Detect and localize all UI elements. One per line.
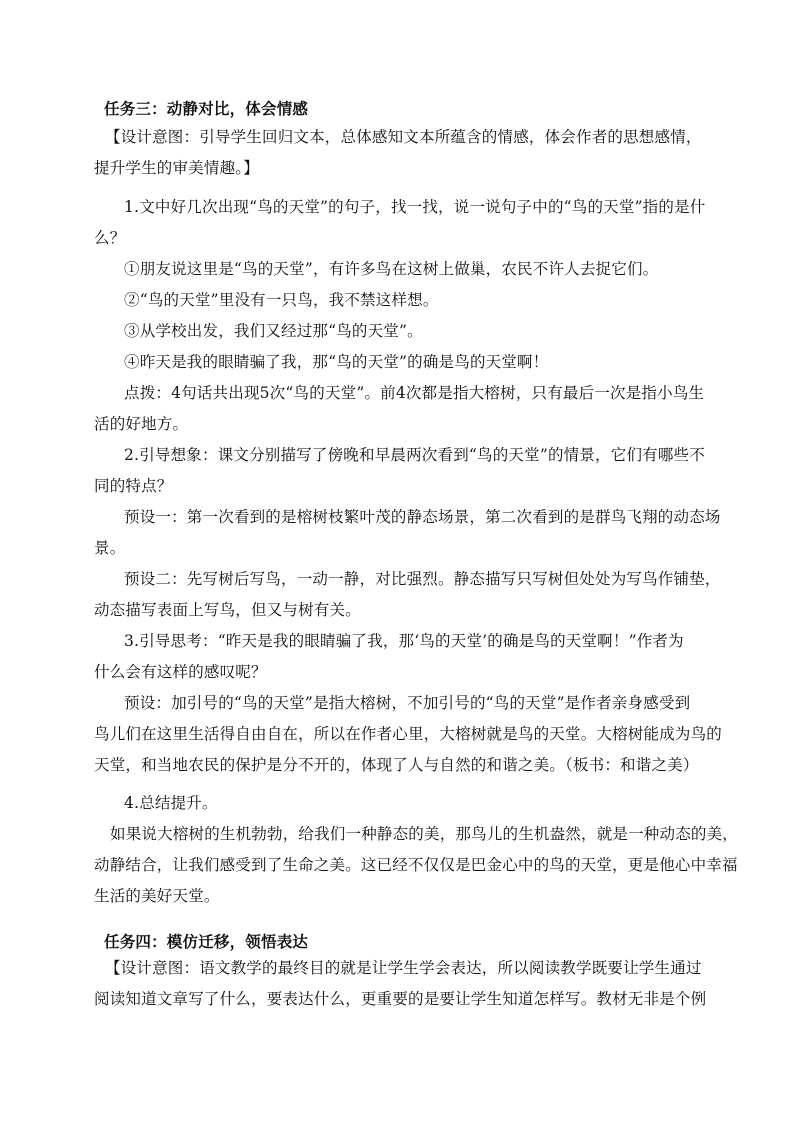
question-2-preset-2-line-1: 预设二：先写树后写鸟，一动一静，对比强烈。静态描写只写树但处处为写鸟作铺垫， [124, 570, 721, 588]
question-3-preset-line-1: 预设：加引号的“鸟的天堂”是指大榕树，不加引号的“鸟的天堂”是作者亲身感受到 [124, 694, 691, 712]
question-2-line-1: 2.引导想象：课文分别描写了傍晚和早晨两次看到“鸟的天堂”的情景，它们有哪些不 [124, 446, 705, 464]
section3-intent-line-2: 提升学生的审美情趣。】 [94, 159, 259, 177]
question-1-line-2: 么？ [94, 229, 126, 247]
question-4-text-line-2: 动静结合，让我们感受到了生命之美。这已经不仅仅是巴金心中的鸟的天堂，更是他心中幸福 [94, 856, 738, 874]
question-1-item-4: ④昨天是我的眼睛骗了我，那“鸟的天堂”的确是鸟的天堂啊！ [124, 353, 549, 371]
question-4-line: 4.总结提升。 [124, 794, 218, 812]
section3-heading: 任务三：动静对比，体会情感 [104, 99, 309, 118]
question-4-text-line-1: 如果说大榕树的生机勃勃，给我们一种静态的美，那鸟儿的生机盎然，就是一种动态的美， [110, 825, 739, 843]
section3-intent-line-1: 【设计意图：引导学生回归文本，总体感知文本所蕴含的情感，体会作者的思想感情， [105, 128, 702, 146]
question-1-item-1: ①朋友说这里是“鸟的天堂”，有许多鸟在这树上做巢，农民不许人去捉它们。 [124, 260, 659, 278]
question-2-line-2: 同的特点？ [94, 477, 173, 495]
section4-intent-line-1: 【设计意图：语文教学的最终目的就是让学生学会表达，所以阅读教学既要让学生通过 [105, 959, 702, 977]
question-3-preset-line-2: 鸟儿们在这里生活得自由自在，所以在作者心里，大榕树就是鸟的天堂。大榕树能成为鸟的 [94, 725, 723, 743]
question-2-preset-1-line-1: 预设一：第一次看到的是榕树枝繁叶茂的静态场景，第二次看到的是群鸟飞翔的动态场 [124, 508, 721, 526]
question-1-line-1: 1.文中好几次出现“鸟的天堂”的句子，找一找，说一说句子中的“鸟的天堂”指的是什 [124, 198, 706, 216]
question-3-line-2: 什么会有这样的感叹呢？ [94, 663, 267, 681]
question-1-item-3: ③从学校出发，我们又经过那“鸟的天堂”。 [124, 322, 423, 340]
section4-heading: 任务四：模仿迁移，领悟表达 [104, 932, 309, 951]
question-4-text-line-3: 生活的美好天堂。 [94, 887, 220, 905]
question-1-item-2: ②“鸟的天堂”里没有一只鸟，我不禁这样想。 [124, 291, 439, 309]
question-3-preset-line-3: 天堂，和当地农民的保护是分不开的，体现了人与自然的和谐之美。（板书：和谐之美） [94, 756, 699, 774]
question-1-hint-line-2: 活的好地方。 [94, 415, 189, 433]
question-3-line-1: 3.引导思考：“昨天是我的眼睛骗了我，那‘鸟的天堂’的确是鸟的天堂啊！”作者为 [124, 632, 684, 650]
question-1-hint-line-1: 点拨：4句话共出现5次“鸟的天堂”。前4次都是指大榕树，只有最后一次是指小鸟生 [124, 384, 705, 402]
question-2-preset-2-line-2: 动态描写表面上写鸟，但又与树有关。 [94, 601, 361, 619]
section4-intent-line-2: 阅读知道文章写了什么，要表达什么，更重要的是要让学生知道怎样写。教材无非是个例 [94, 990, 707, 1008]
question-2-preset-1-line-2: 景。 [94, 539, 126, 557]
